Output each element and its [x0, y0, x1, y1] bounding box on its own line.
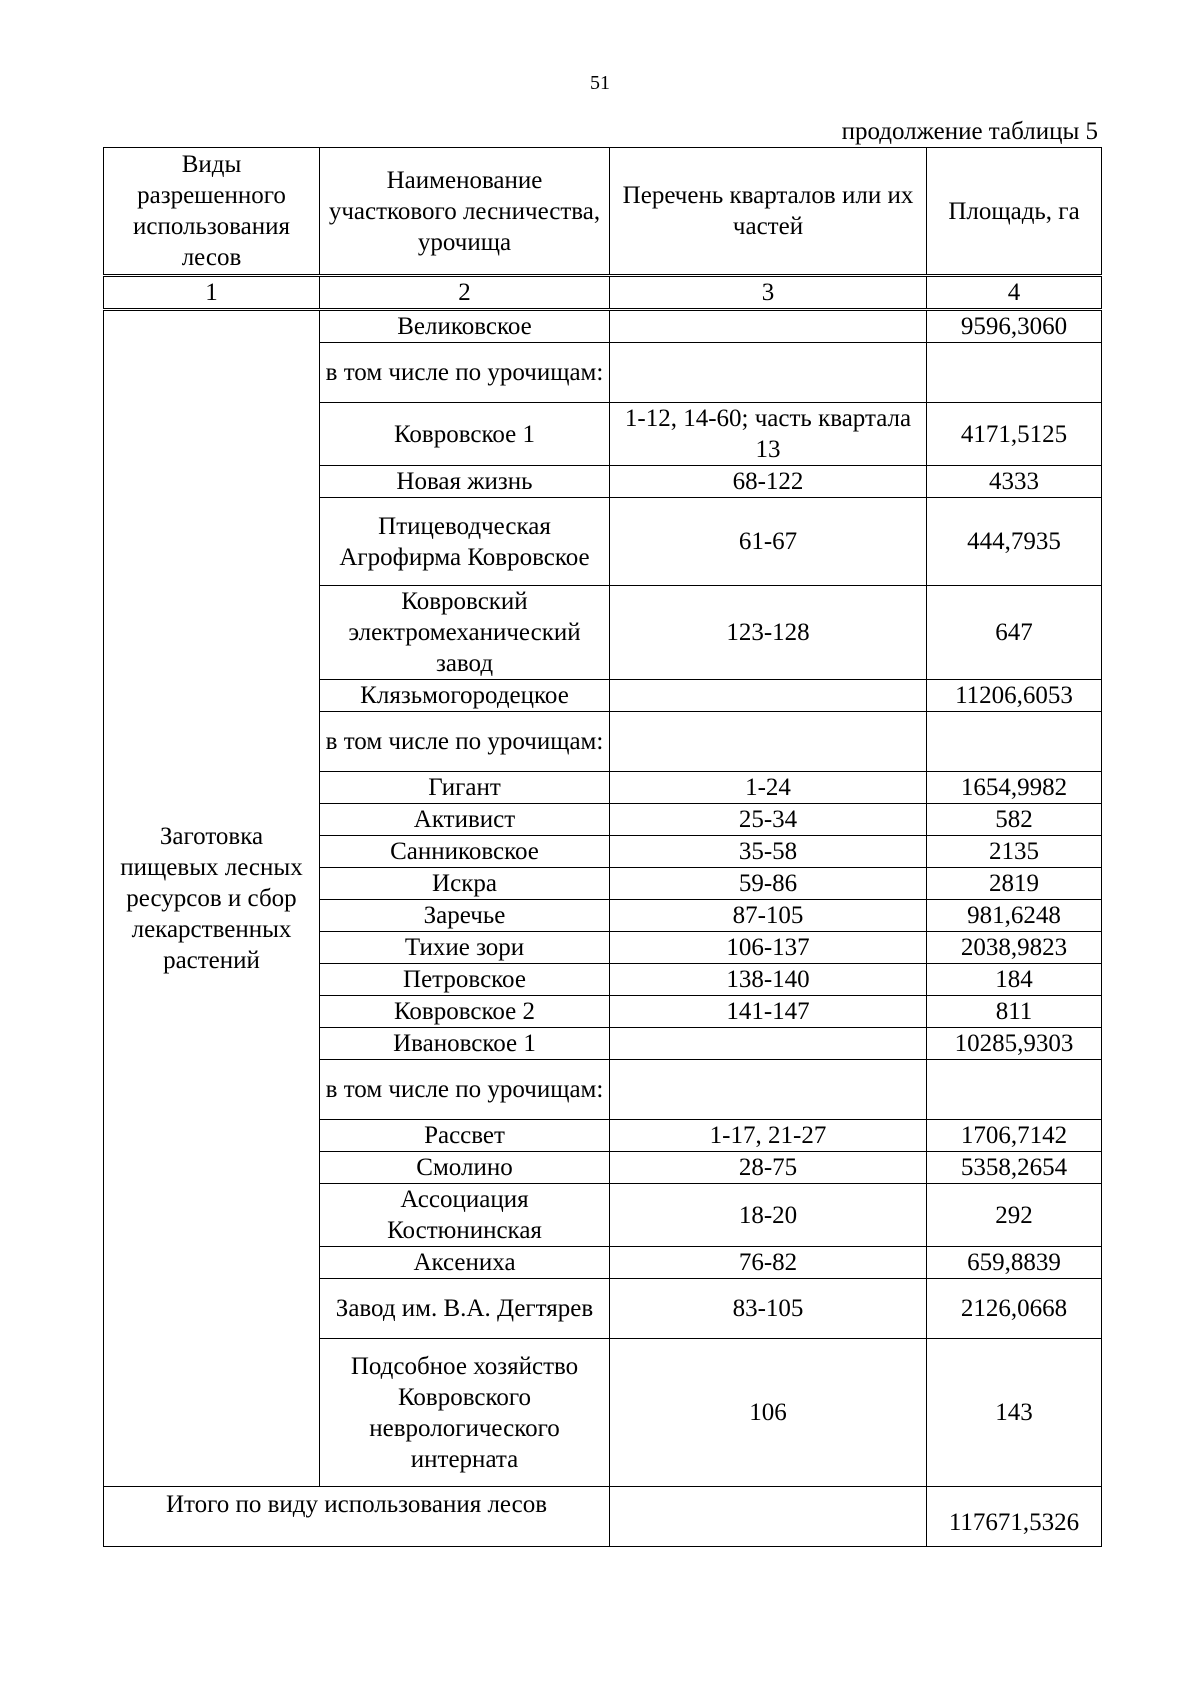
total-area: 117671,5326: [927, 1487, 1102, 1547]
quarters-cell: [610, 1028, 927, 1060]
quarters-cell: 1-17, 21-27: [610, 1120, 927, 1152]
area-cell: 659,8839: [927, 1247, 1102, 1279]
quarters-cell: 68-122: [610, 466, 927, 498]
header-area: Площадь, га: [927, 148, 1102, 276]
table-continuation-caption: продолжение таблицы 5: [841, 118, 1098, 145]
area-cell: 2126,0668: [927, 1279, 1102, 1339]
forestry-name-cell: Великовское: [320, 310, 610, 343]
forestry-name-cell: Заречье: [320, 900, 610, 932]
header-forestry-name: Наименование участкового лесничества, урочища: [320, 148, 610, 276]
forestry-name-cell: в том числе по урочищам:: [320, 343, 610, 403]
total-row: [104, 1487, 1102, 1547]
quarters-cell: 141-147: [610, 996, 927, 1028]
area-cell: 582: [927, 804, 1102, 836]
area-cell: 143: [927, 1339, 1102, 1487]
forestry-name-cell: Тихие зори: [320, 932, 610, 964]
area-cell: 2135: [927, 836, 1102, 868]
forestry-name-cell: Петровское: [320, 964, 610, 996]
area-cell: 292: [927, 1184, 1102, 1247]
quarters-cell: 83-105: [610, 1279, 927, 1339]
area-cell: [927, 712, 1102, 772]
total-quarters-cell: [610, 1487, 927, 1547]
quarters-cell: [610, 343, 927, 403]
usage-type-cell: Заготовка пищевых лесных ресурсов и сбор лекарственных растений: [104, 310, 320, 1487]
area-cell: 2038,9823: [927, 932, 1102, 964]
forestry-name-cell: Ивановское 1: [320, 1028, 610, 1060]
quarters-cell: 138-140: [610, 964, 927, 996]
forestry-name-cell: в том числе по урочищам:: [320, 1060, 610, 1120]
area-cell: 1706,7142: [927, 1120, 1102, 1152]
header-usage-type: Виды разрешенного использования лесов: [104, 148, 320, 276]
quarters-cell: 61-67: [610, 498, 927, 586]
forestry-name-cell: Ковровское 1: [320, 403, 610, 466]
forestry-name-cell: Смолино: [320, 1152, 610, 1184]
area-cell: 647: [927, 586, 1102, 680]
table-header-row: [104, 148, 1102, 276]
quarters-cell: [610, 712, 927, 772]
forestry-name-cell: Искра: [320, 868, 610, 900]
area-cell: 444,7935: [927, 498, 1102, 586]
quarters-cell: 1-24: [610, 772, 927, 804]
quarters-cell: 59-86: [610, 868, 927, 900]
forestry-name-cell: Подсобное хозяйство Ковровского неврологического интерната: [320, 1339, 610, 1487]
forestry-name-cell: Рассвет: [320, 1120, 610, 1152]
area-cell: 4171,5125: [927, 403, 1102, 466]
column-number: 3: [610, 276, 927, 310]
quarters-cell: [610, 680, 927, 712]
quarters-cell: 25-34: [610, 804, 927, 836]
area-cell: 811: [927, 996, 1102, 1028]
forestry-name-cell: Гигант: [320, 772, 610, 804]
area-cell: 1654,9982: [927, 772, 1102, 804]
forestry-name-cell: Новая жизнь: [320, 466, 610, 498]
forestry-name-cell: Аксениха: [320, 1247, 610, 1279]
area-cell: [927, 1060, 1102, 1120]
quarters-cell: 106-137: [610, 932, 927, 964]
quarters-cell: 35-58: [610, 836, 927, 868]
area-cell: 184: [927, 964, 1102, 996]
area-cell: 5358,2654: [927, 1152, 1102, 1184]
quarters-cell: 87-105: [610, 900, 927, 932]
forestry-name-cell: Клязьмогородецкое: [320, 680, 610, 712]
table-row: [104, 310, 1102, 343]
forest-use-table: [103, 147, 1102, 1547]
area-cell: 4333: [927, 466, 1102, 498]
forestry-name-cell: Ассоциация Костюнинская: [320, 1184, 610, 1247]
page-number: 51: [590, 72, 610, 94]
quarters-cell: [610, 1060, 927, 1120]
forestry-name-cell: Птицеводческая Агрофирма Ковровское: [320, 498, 610, 586]
quarters-cell: 123-128: [610, 586, 927, 680]
quarters-cell: 76-82: [610, 1247, 927, 1279]
forestry-name-cell: Ковровское 2: [320, 996, 610, 1028]
forestry-name-cell: Завод им. В.А. Дегтярев: [320, 1279, 610, 1339]
column-number: 4: [927, 276, 1102, 310]
area-cell: 2819: [927, 868, 1102, 900]
area-cell: 10285,9303: [927, 1028, 1102, 1060]
forestry-name-cell: Активист: [320, 804, 610, 836]
quarters-cell: 1-12, 14-60; часть квартала 13: [610, 403, 927, 466]
column-number: 1: [104, 276, 320, 310]
quarters-cell: [610, 310, 927, 343]
header-quarters: Перечень кварталов или их частей: [610, 148, 927, 276]
area-cell: 9596,3060: [927, 310, 1102, 343]
quarters-cell: 18-20: [610, 1184, 927, 1247]
area-cell: 981,6248: [927, 900, 1102, 932]
column-number: 2: [320, 276, 610, 310]
area-cell: [927, 343, 1102, 403]
forestry-name-cell: Ковровский электромеханический завод: [320, 586, 610, 680]
quarters-cell: 28-75: [610, 1152, 927, 1184]
area-cell: 11206,6053: [927, 680, 1102, 712]
forestry-name-cell: Санниковское: [320, 836, 610, 868]
quarters-cell: 106: [610, 1339, 927, 1487]
total-label: Итого по виду использования лесов: [104, 1487, 610, 1547]
column-number-row: [104, 276, 1102, 310]
forestry-name-cell: в том числе по урочищам:: [320, 712, 610, 772]
